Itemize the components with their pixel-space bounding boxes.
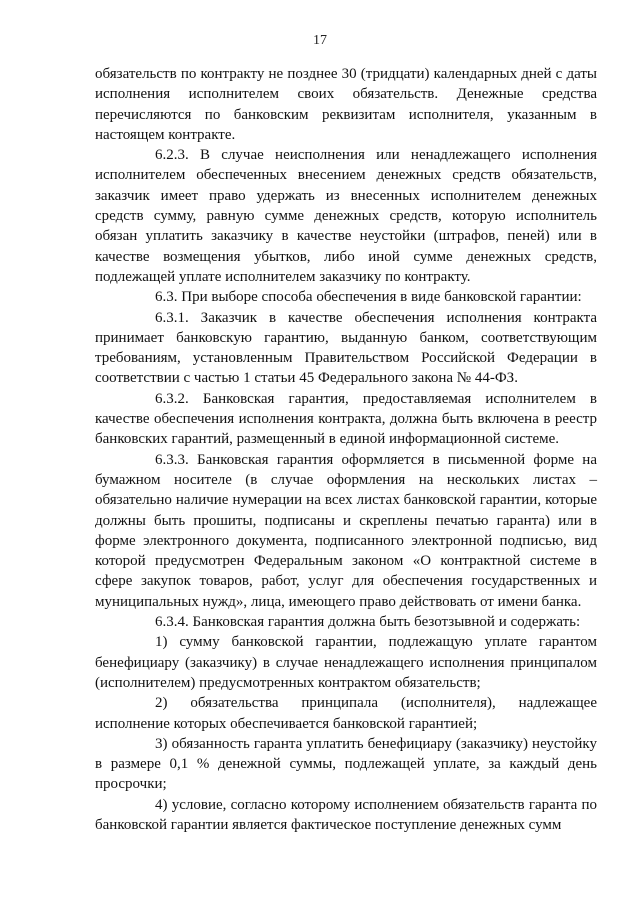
list-item-4: 4) условие, согласно которому исполнением обязательств гаранта по банковской гарантии является фактическое поступление денежных сумм [95,796,597,833]
list-item-1: 1) сумму банковской гарантии, подлежащую уплате гарантом бенефициару (заказчику) в случае ненадлежащего исполнения принципалом (исполнителем) предусмотренных контрактом обязательств; [95,634,597,691]
clause-6-3: 6.3. При выборе способа обеспечения в виде банковской гарантии: [155,289,582,306]
clause-6-3-2: 6.3.2. Банковская гарантия, предоставляемая исполнителем в качестве обеспечения исполнения контракта, должна быть включена в реестр банковских гарантий, размещенный в единой информационной системе. [95,390,597,448]
clause-6-2-3: 6.2.3. В случае неисполнения или ненадлежащего исполнения исполнителем обеспеченных внесением денежных средств обязательств, заказчик имеет право удержать из внесенных исполнителем денежных средств сумму, равную сумме денежных средств, которую исполнитель обязан уплатить заказчику в качестве неустойки (штрафов, пеней) или в качестве возмещения убытков, либо иной сумме денежных средств, подлежащей уплате исполнителем заказчику по контракту. [95,147,597,285]
clause-6-3-3: 6.3.3. Банковская гарантия оформляется в письменной форме на бумажном носителе (в случае оформления на нескольких листах – обязательно наличие нумерации на всех листах банковской гарантии, которые должны быть прошиты, подписаны и скреплены печатью гаранта) или в форме электронного документа, подписанного электронной подписью, вид которой предусмотрен Федеральным законом «О контрактной системе в сфере закупок товаров, работ, услуг для обеспечения государственных и муниципальных нужд», лица, имеющего право действовать от имени банка. [95,451,597,610]
paragraph-continuation: обязательств по контракту не позднее 30 (тридцати) календарных дней с даты исполнения исполнителем своих обязательств. Денежные средства перечисляются по банковским реквизитам исполнителя, указанным в настоящем контракте. [95,66,597,143]
clause-6-3-1: 6.3.1. Заказчик в качестве обеспечения исполнения контракта принимает банковскую гарантию, выданную банком, соответствующим требованиям, установленным Правительством Российской Федерации в соответствии с частью 1 статьи 45 Федерального закона № 44-ФЗ. [95,309,597,387]
clause-6-3-4: 6.3.4. Банковская гарантия должна быть безотзывной и содержать: [155,614,581,631]
page-body [95,64,597,835]
list-item-3: 3) обязанность гаранта уплатить бенефициару (заказчику) неустойку в размере 0,1 % денежной суммы, подлежащей уплате, за каждый день просрочки; [95,735,597,793]
list-item-2: 2) обязательства принципала (исполнителя), надлежащее исполнение которых обеспечивается банковской гарантией; [95,695,597,732]
page-number: 17 [313,33,327,48]
